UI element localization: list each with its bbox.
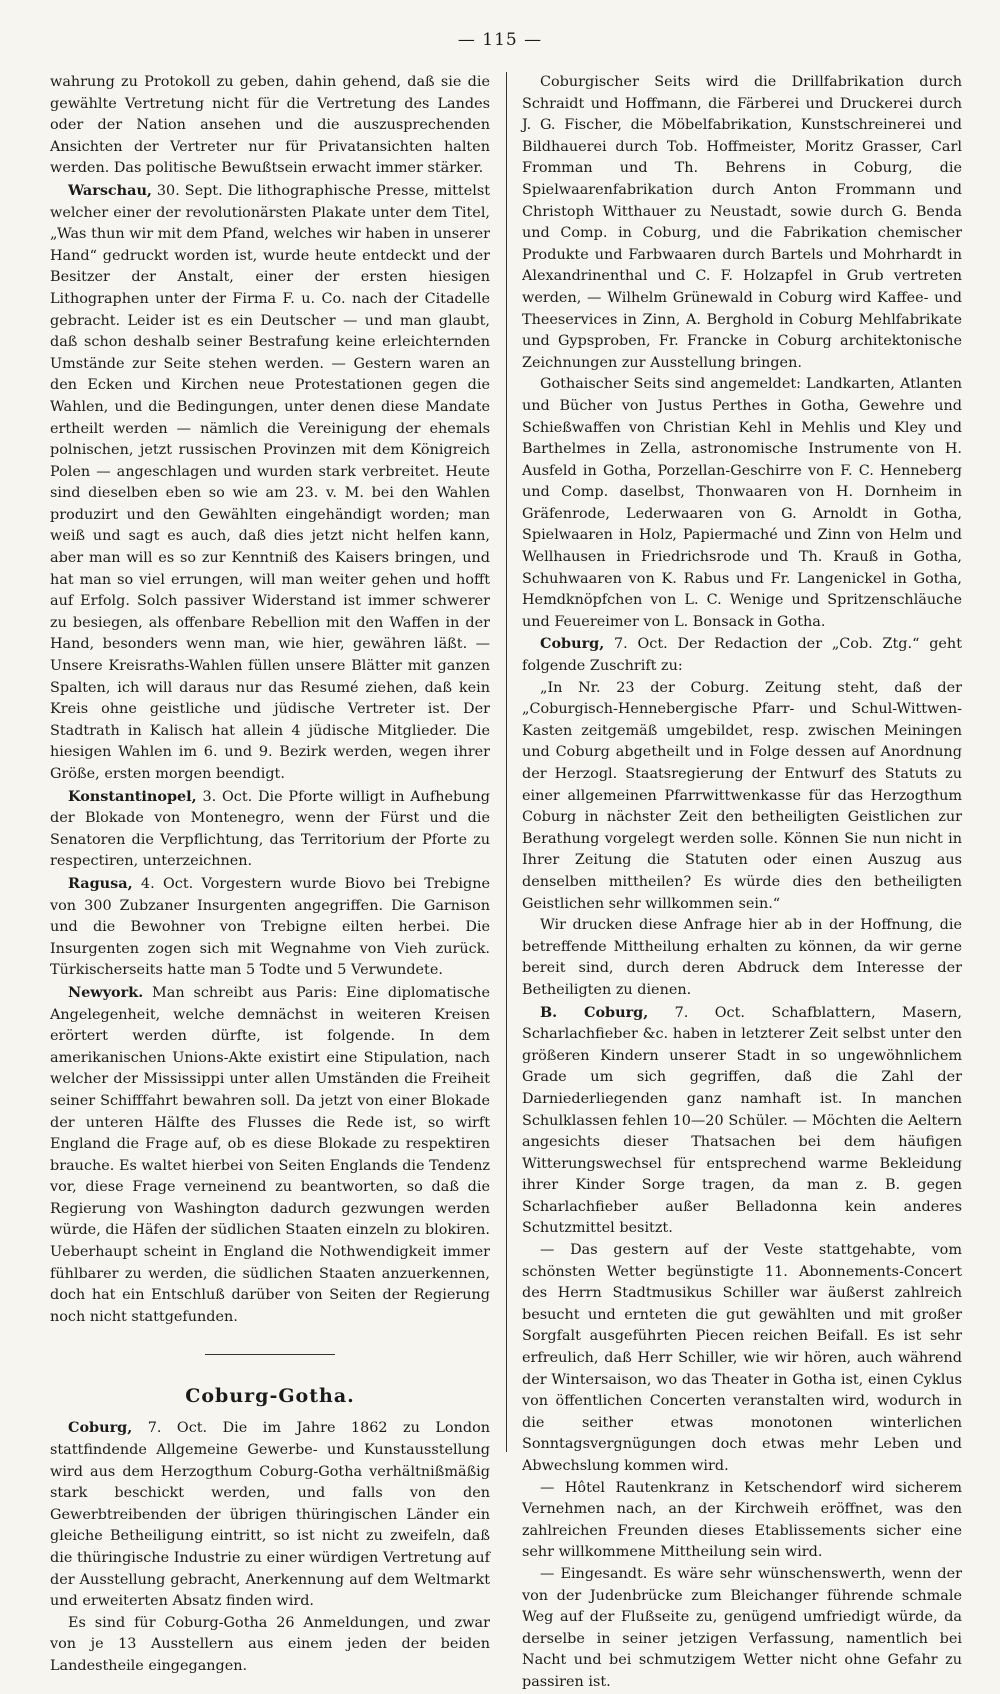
dateline: Ragusa,: [68, 874, 133, 892]
dateline: Newyork.: [68, 983, 144, 1001]
article-concert: [522, 1240, 962, 1478]
letter-quote: [522, 678, 962, 916]
paragraph-text: 7. Oct. Die im Jahre 1862 zu London stattfindende Allgemeine Gewerbe- und Kunstausstellung wird aus dem Herzogthum Coburg-Gotha verhältnißmäßig stark beschickt werden, und falls von den Gewerbtreibenden der übrigen thüringischen Länder ein gleiche Betheiligung eintritt, so ist nicht zu zweifeln, daß die thüringische Industrie zu einer würdigen Vertretung auf der Ausstellung gebracht, Anerkennung auf dem Weltmarkt und erweiterten Absatz finden wird.: [50, 1420, 490, 1610]
paragraph-text: — Hôtel Rautenkranz in Ketschendorf wird sicherem Vernehmen nach, an der Kirchweih eröffnet, was den zahlreichen Freunden dieses Etablissements sicher eine sehr willkommene Mittheilung sein wird.: [522, 1479, 962, 1561]
article-coburg-exhibitors: [522, 72, 962, 374]
right-column: [522, 72, 962, 1694]
paragraph-text: wahrung zu Protokoll zu geben, dahin gehend, daß sie die gewählte Vertretung nicht für die Vertretung des Landes oder der Nation ansehen und die auszusprechenden Ansichten der Vertreter nur für Privatansichten halten werden. Das politische Bewußtsein erwacht immer stärker.: [50, 74, 490, 177]
dateline: Coburg,: [540, 635, 605, 653]
dateline: Warschau,: [68, 181, 152, 199]
paragraph-text: Gothaischer Seits sind angemeldet: Landkarten, Atlanten und Bücher von Justus Perthes in Gotha, Gewehre und Schießwaffen von Christian Kehl in Mehlis und Kley und Barthelmes in Zella, astronomische Instrumente von H. Ausfeld in Gotha, Porzellan-Geschirre von F. C. Henneberg und Comp. daselbst, Thonwaaren von H. Dornheim in Gräfenrode, Lederwaaren von G. Arnoldt in Gotha, Spielwaaren in Holz, Papiermaché und Zinn von Helm und Wellhausen in Friedrichsrode und Th. Krauß in Gotha, Schuhwaaren von K. Rabus und Fr. Langenickel in Gotha, Hemdknöpfchen von L. C. Wenige und Spritzenschläuche und Feuereimer von L. Bonsack in Gotha.: [522, 376, 962, 630]
article-gotha-exhibitors: [522, 374, 962, 633]
article-ragusa: [50, 873, 490, 982]
paragraph-text: Es sind für Coburg-Gotha 26 Anmeldungen, und zwar von je 13 Ausstellern aus einem jeden der beiden Landestheile eingegangen.: [50, 1614, 490, 1674]
paragraph-text: 7. Oct. Der Redaction der „Cob. Ztg.“ geht folgende Zuschrift zu:: [522, 636, 962, 675]
paragraph-text: Wir drucken diese Anfrage hier ab in der Hoffnung, die betreffende Mittheilung erhalten zu können, da wir gerne bereit sind, durch deren Abdruck dem Interesse der Betheiligten zu dienen.: [522, 917, 962, 998]
editorial-reply: [522, 915, 962, 1001]
section-title: Coburg-Gotha.: [185, 1385, 355, 1408]
paragraph-text: 4. Oct. Vorgestern wurde Biovo bei Trebigne von 300 Zubzaner Insurgenten angegriffen. Die Garnison und die Bewohner von Trebigne eilten herbei. Die Insurgenten zogen sich mit Wegnahme von Vieh zurück. Türkischerseits hatte man 5 Todte und 5 Verwundete.: [50, 875, 490, 979]
article-registrations: [50, 1613, 490, 1678]
column-divider: [506, 72, 507, 1452]
paragraph-text: — Eingesandt. Es wäre sehr wünschenswerth, wenn der von der Judenbrücke zum Bleichanger führende schmale Weg auf der Flußseite zu, genügend umfriedigt würde, da derselbe in seiner jetzigen Verfassung, namentlich bei Nacht und bei schmutzigem Wetter nicht ohne Gefahr zu passiren ist.: [522, 1565, 962, 1690]
section-divider: [205, 1354, 335, 1355]
article-konstantinopel: [50, 786, 490, 873]
article-hotel: [522, 1478, 962, 1564]
dateline: B. Coburg,: [540, 1003, 649, 1021]
article-warschau: [50, 180, 490, 786]
paragraph-text: „In Nr. 23 der Coburg. Zeitung steht, daß der „Coburgisch-Hennebergische Pfarr- und Schul-Wittwen-Kasten zeitgemäß umgebildet, resp. zwischen Meiningen und Coburg abgetheilt und in Folge dessen auf Anordnung der Herzogl. Staatsregierung der Entwurf des Statuts zu einer allgemeinen Pfarrwittwenkasse für das Herzogthum Coburg in nächster Zeit den betheiligten Geistlichen zur Berathung vorgelegt werden solle. Können Sie nun nicht in Ihrer Zeitung die Statuten oder einen Auszug aus denselben mittheilen? Es würde dies den betheiligten Geistlichen sehr willkommen sein.“: [522, 679, 962, 912]
dateline: Coburg,: [68, 1419, 133, 1437]
article-continuation: [50, 72, 490, 180]
paragraph-text: 30. Sept. Die lithographische Presse, mittelst welcher einer der revolutionärsten Plakate unter dem Titel, „Was thun wir mit dem Pfand, welches wir haben in unserer Hand“ gedruckt worden ist, wurde heute entdeckt und der Besitzer der Anstalt, einer der ersten hiesigen Lithographen unter der Firma F. u. Co. nach der Citadelle gebracht. Leider ist es ein Deutscher — und man glaubt, daß schon deshalb seiner Bestrafung keine erleichternden Umstände zur Seite stehen werden. — Gestern waren an den Ecken und Kirchen neue Protestationen gegen die Wahlen, und die Bedingungen, unter denen diese Mandate ertheilt werden — nämlich die Vereinigung der ehemals polnischen, jetzt russischen Provinzen mit dem Königreich Polen — angeschlagen und wurden stark verbreitet. Heute sind dieselben eben so wie am 23. v. M. bei den Wahlen produzirt und den Gewählten eingehändigt worden; man weiß und sagt es auch, daß dies jetzt nicht helfen kann, aber man will es so zur Kenntniß des Kaisers bringen, und hat man so viel errungen, will man weiter gehen und hofft auf Erfolg. Solch passiver Widerstand ist immer schwerer zu besiegen, als offenbare Rebellion mit den Waffen in der Hand, besonders wenn man, wie hier, gewähren läßt. — Unsere Kreisraths-Wahlen füllen unsere Blätter mit ganzen Spalten, ich will daraus nur das Resumé ziehen, daß kein Kreis ohne geistliche und jüdische Vertreter ist. Der Stadtrath in Kalisch hat allein 4 jüdische Mitglieder. Die hiesigen Wahlen im 6. und 9. Bezirk werden, wegen ihrer Größe, ersten morgen beendigt.: [50, 182, 490, 782]
article-coburg-health: [522, 1002, 962, 1241]
left-column: [50, 72, 490, 1678]
paragraph-text: 7. Oct. Schafblattern, Masern, Scharlachfieber &c. haben in letzterer Zeit selbst unter den größeren Kindern unserer Stadt in so ungewöhnlichem Grade um sich gegriffen, daß die Zahl der Darniederliegenden ganz namhaft ist. In manchen Schulklassen fehlen 10—20 Schüler. — Möchten die Aeltern angesichts dieser Thatsachen bei dem häufigen Witterungswechsel für entsprechend warme Bekleidung ihrer Kinder Sorge tragen, da man z. B. gegen Scharlachfieber außer Belladonna kein anderes Schutzmittel besitzt.: [522, 1004, 962, 1237]
paragraph-text: 3. Oct. Die Pforte willigt in Aufhebung der Blokade von Montenegro, wenn der Fürst und die Senatoren die Verpflichtung, das Territorium der Pforte zu respectiren, unterzeichnen.: [50, 788, 490, 870]
article-coburg-letter: [522, 633, 962, 677]
dateline: Konstantinopel,: [68, 787, 197, 805]
article-eingesandt: [522, 1564, 962, 1694]
page-number: — 115 —: [457, 30, 543, 50]
article-newyork: [50, 982, 490, 1329]
article-coburg-exhibition: [50, 1417, 490, 1612]
paragraph-text: Man schreibt aus Paris: Eine diplomatische Angelegenheit, welche demnächst in weiteren Kreisen erörtert werden dürfte, ist folgende. In dem amerikanischen Unions-Akte existirt eine Stipulation, nach welcher der Mississippi unter allen Umständen die Freiheit seiner Schifffahrt bewahren soll. Da jetzt von einer Blokade der unteren Hälfte des Flusses die Rede ist, so wirft England die Frage auf, ob es diese Blokade zu respektiren brauche. Es waltet hierbei von Seiten Englands die Tendenz vor, diese Frage verneinend zu beantworten, so daß die Regierung von Washington dadurch gezwungen werden würde, die Häfen der südlichen Staaten einzeln zu blokiren. Ueberhaupt scheint in England die Nothwendigkeit immer fühlbarer zu werden, die südlichen Staaten anzuerkennen, doch hat ein Entschluß darüber von Seiten der Regierung noch nicht stattgefunden.: [50, 984, 490, 1325]
paragraph-text: — Das gestern auf der Veste stattgehabte, vom schönsten Wetter begünstigte 11. Abonnements-Concert des Herrn Stadtmusikus Schiller war äußerst zahlreich besucht und ernteten die gut gewählten und mit großer Sorgfalt ausgeführten Piecen reichen Beifall. Es ist sehr erfreulich, daß Herr Schiller, wie wir hören, auch während der Wintersaison, wo das Theater in Gotha ist, einen Cyklus von öffentlichen Concerten veranstalten wird, wodurch in die seither etwas monotonen winterlichen Sonntagsvergnügungen doch etwas mehr Leben und Abwechslung kommen wird.: [522, 1242, 962, 1474]
paragraph-text: Coburgischer Seits wird die Drillfabrikation durch Schraidt und Hoffmann, die Färberei und Druckerei durch J. G. Fischer, die Möbelfabrikation, Kunstschreinerei und Bildhauerei durch Tob. Hoffmeister, Moritz Grasser, Carl Fromman und Th. Behrens in Coburg, die Spielwaarenfabrikation durch Anton Frommann und Christoph Witthauer zu Neustadt, sowie durch G. Benda und Comp. in Coburg, und die Fabrikation chemischer Produkte und Farbwaaren durch Bartels und Mohrhardt in Alexandrinenthal und C. F. Holzapfel in Grub vertreten werden, — Wilhelm Grünewald in Coburg wird Kaffee- und Theeservices in Zinn, A. Berghold in Coburg Mehlfabrikate und Gypsproben, Fr. Francke in Coburg architektonische Zeichnungen zur Ausstellung bringen.: [522, 74, 962, 371]
